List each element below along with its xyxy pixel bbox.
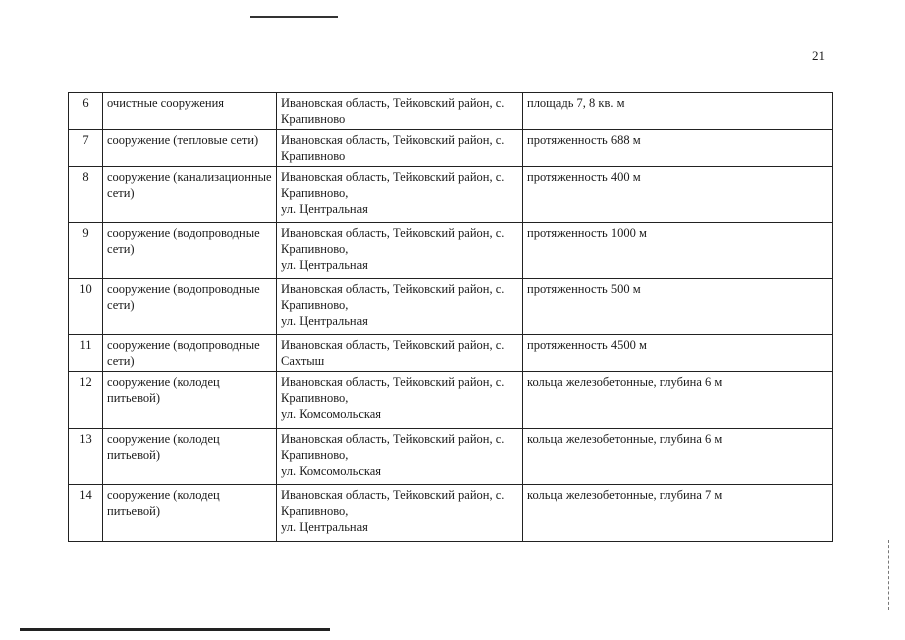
- object-address: Ивановская область, Тейковский район, с. Крапивново, ул. Центральная: [281, 488, 505, 534]
- page-number: 21: [812, 48, 825, 63]
- table-row: [69, 223, 833, 279]
- object-address: Ивановская область, Тейковский район, с. Крапивново, ул. Центральная: [281, 282, 505, 328]
- object-characteristic-cell: [523, 130, 833, 167]
- table-row: [69, 279, 833, 335]
- row-number-cell: [69, 279, 103, 335]
- object-characteristic: протяженность 688 м: [527, 133, 641, 147]
- object-name-cell: [103, 485, 277, 542]
- row-number: 12: [79, 375, 92, 389]
- object-characteristic: кольца железобетонные, глубина 6 м: [527, 432, 723, 446]
- object-address-cell: [277, 335, 523, 372]
- object-name-cell: [103, 93, 277, 130]
- row-number: 13: [79, 432, 92, 446]
- row-number: 10: [79, 282, 92, 296]
- object-name-cell: [103, 372, 277, 429]
- object-address: Ивановская область, Тейковский район, с. Крапивново: [281, 133, 505, 163]
- object-characteristic: протяженность 1000 м: [527, 226, 647, 240]
- object-characteristic-cell: [523, 93, 833, 130]
- object-address-cell: [277, 279, 523, 335]
- object-address: Ивановская область, Тейковский район, с. Крапивново, ул. Комсомольская: [281, 375, 505, 421]
- table-row: [69, 93, 833, 130]
- object-characteristic: кольца железобетонные, глубина 7 м: [527, 488, 723, 502]
- object-characteristic-cell: [523, 429, 833, 485]
- object-name-cell: [103, 130, 277, 167]
- object-address: Ивановская область, Тейковский район, с. Сахтыш: [281, 338, 505, 368]
- object-address: Ивановская область, Тейковский район, с. Крапивново, ул. Центральная: [281, 170, 505, 216]
- footer-rule: [20, 628, 330, 631]
- object-characteristic-cell: [523, 485, 833, 542]
- object-address-cell: [277, 167, 523, 223]
- object-characteristic-cell: [523, 279, 833, 335]
- row-number-cell: [69, 429, 103, 485]
- object-characteristic: протяженность 400 м: [527, 170, 641, 184]
- object-characteristic-cell: [523, 372, 833, 429]
- object-characteristic: протяженность 500 м: [527, 282, 641, 296]
- table-row: [69, 372, 833, 429]
- row-number-cell: [69, 167, 103, 223]
- row-number: 9: [82, 226, 89, 240]
- table-row: [69, 335, 833, 372]
- object-address: Ивановская область, Тейковский район, с. Крапивново, ул. Центральная: [281, 226, 505, 272]
- object-name: сооружение (водопроводные сети): [107, 338, 260, 368]
- object-name: сооружение (канализационные сети): [107, 170, 272, 200]
- row-number: 8: [82, 170, 89, 184]
- object-address-cell: [277, 93, 523, 130]
- object-address-cell: [277, 130, 523, 167]
- object-name: сооружение (водопроводные сети): [107, 226, 260, 256]
- row-number-cell: [69, 485, 103, 542]
- object-address-cell: [277, 223, 523, 279]
- object-characteristic: площадь 7, 8 кв. м: [527, 96, 625, 110]
- table-body: [69, 93, 833, 542]
- row-number-cell: [69, 93, 103, 130]
- row-number-cell: [69, 335, 103, 372]
- object-address-cell: [277, 372, 523, 429]
- row-number-cell: [69, 223, 103, 279]
- object-address-cell: [277, 485, 523, 542]
- row-number: 14: [79, 488, 92, 502]
- object-characteristic: кольца железобетонные, глубина 6 м: [527, 375, 723, 389]
- row-number-cell: [69, 372, 103, 429]
- scan-margin-mark: [888, 540, 890, 610]
- object-characteristic-cell: [523, 223, 833, 279]
- table-row: [69, 130, 833, 167]
- object-name: сооружение (колодец питьевой): [107, 375, 220, 405]
- row-number: 11: [79, 338, 92, 352]
- object-name: сооружение (водопроводные сети): [107, 282, 260, 312]
- object-name: сооружение (колодец питьевой): [107, 488, 220, 518]
- object-name: сооружение (тепловые сети): [107, 133, 259, 147]
- object-characteristic: протяженность 4500 м: [527, 338, 647, 352]
- object-address-cell: [277, 429, 523, 485]
- table-row: [69, 485, 833, 542]
- object-name-cell: [103, 279, 277, 335]
- object-name: сооружение (колодец питьевой): [107, 432, 220, 462]
- object-name: очистные сооружения: [107, 96, 225, 110]
- object-name-cell: [103, 167, 277, 223]
- property-table: [68, 92, 833, 542]
- row-number: 6: [82, 96, 89, 110]
- row-number: 7: [82, 133, 89, 147]
- object-name-cell: [103, 223, 277, 279]
- object-name-cell: [103, 335, 277, 372]
- object-name-cell: [103, 429, 277, 485]
- table-row: [69, 429, 833, 485]
- object-address: Ивановская область, Тейковский район, с. Крапивново: [281, 96, 505, 126]
- header-rule: [250, 16, 338, 18]
- object-address: Ивановская область, Тейковский район, с. Крапивново, ул. Комсомольская: [281, 432, 505, 478]
- table-row: [69, 167, 833, 223]
- object-characteristic-cell: [523, 167, 833, 223]
- row-number-cell: [69, 130, 103, 167]
- object-characteristic-cell: [523, 335, 833, 372]
